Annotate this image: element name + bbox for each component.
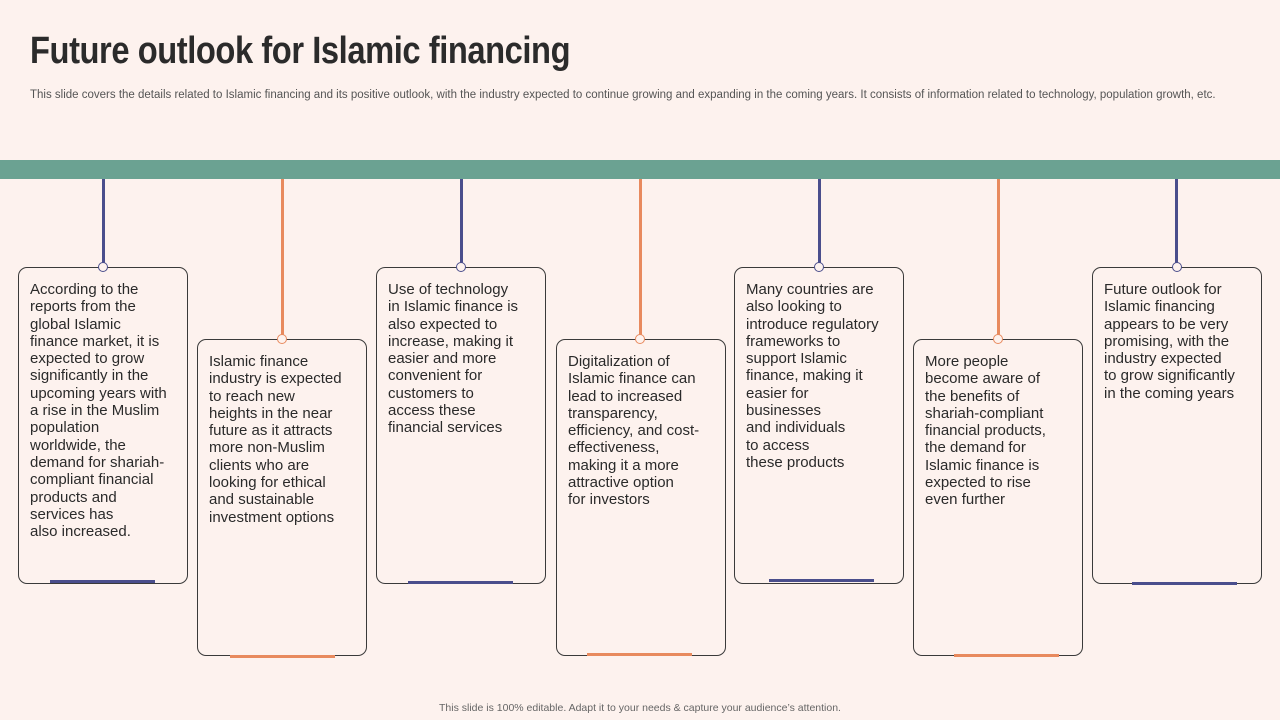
connector-dot	[635, 334, 645, 344]
connector-line	[818, 179, 821, 267]
connector-dot	[993, 334, 1003, 344]
outlook-card-3	[376, 267, 546, 584]
connector-dot	[277, 334, 287, 344]
card-text: Digitalization of Islamic finance can lead to increased transparency, efficiency, and cost- effectiveness, making it a more attractive option for investors	[568, 353, 700, 509]
card-text: Many countries are also looking to introduce regulatory frameworks to support Islamic finance, making it easier for businesses and individuals to access these products	[746, 281, 879, 471]
card-accent-bar	[408, 581, 513, 584]
connector-line	[639, 179, 642, 339]
timeline-band	[0, 160, 1280, 179]
card-accent-bar	[50, 580, 155, 583]
card-text: Use of technology in Islamic finance is also expected to increase, making it easier and more convenient for customers to access these financial services	[388, 281, 519, 437]
outlook-card-6	[913, 339, 1083, 656]
card-text: Future outlook for Islamic financing appears to be very promising, with the industry expected to grow significantly in the coming years	[1104, 281, 1235, 402]
card-accent-bar	[587, 653, 692, 656]
connector-line	[460, 179, 463, 267]
card-accent-bar	[230, 655, 335, 658]
outlook-card-4	[556, 339, 726, 656]
connector-line	[102, 179, 105, 267]
page-title: Future outlook for Islamic financing	[30, 30, 571, 72]
card-accent-bar	[769, 579, 874, 582]
outlook-card-2	[197, 339, 367, 656]
connector-dot	[456, 262, 466, 272]
card-text: More people become aware of the benefits of shariah-compliant financial products, the demand for Islamic finance is expected to rise even further	[925, 353, 1046, 509]
connector-line	[997, 179, 1000, 339]
connector-line	[1175, 179, 1178, 267]
outlook-card-1	[18, 267, 188, 584]
connector-dot	[98, 262, 108, 272]
outlook-card-7	[1092, 267, 1262, 584]
connector-line	[281, 179, 284, 339]
card-accent-bar	[954, 654, 1059, 657]
card-text: Islamic finance industry is expected to reach new heights in the near future as it attracts more non-Muslim clients who are looking for ethical and sustainable investment options	[209, 353, 342, 526]
connector-dot	[814, 262, 824, 272]
card-accent-bar	[1132, 582, 1237, 585]
footer-note: This slide is 100% editable. Adapt it to your needs & capture your audience’s attention.	[439, 702, 841, 714]
connector-dot	[1172, 262, 1182, 272]
page-subtitle: This slide covers the details related to Islamic financing and its positive outlook, with the industry expected to continue growing and expanding in the coming years. It consists of information related to technology, population growth, etc.	[30, 89, 1216, 101]
card-text: According to the reports from the global Islamic finance market, it is expected to grow significantly in the upcoming years with a rise in the Muslim population worldwide, the demand for shariah- compliant financial products and services has also increased.	[30, 281, 167, 541]
outlook-card-5	[734, 267, 904, 584]
